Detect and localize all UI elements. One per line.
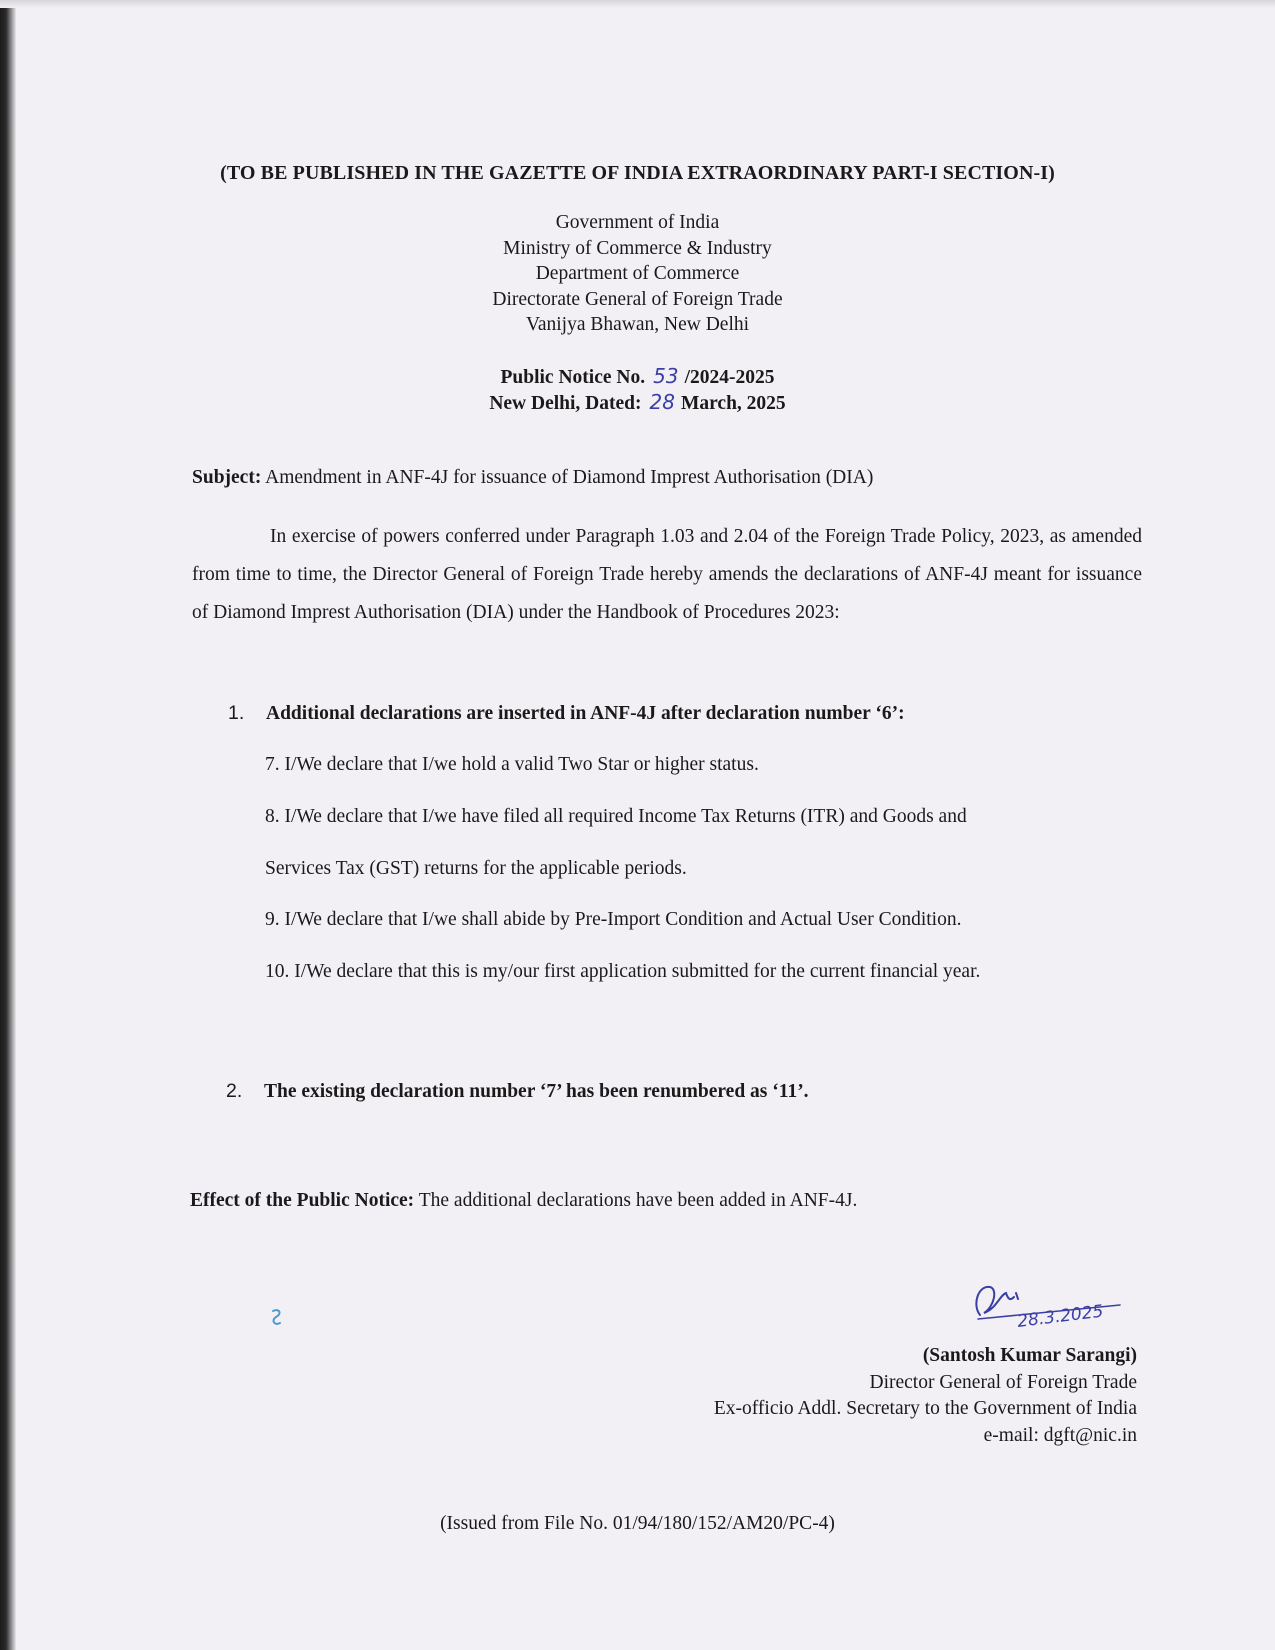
signature-date: 28.3.2025: [1016, 1301, 1105, 1332]
public-notice-number: [0, 364, 1275, 389]
declaration-7: 7. I/We declare that I/we hold a valid Two Star or higher status.: [265, 754, 759, 775]
notice-date-handwritten: 28: [649, 390, 675, 414]
list-item-2: [226, 1080, 809, 1103]
subject-label: Subject:: [192, 467, 262, 488]
notice-number-suffix: /2024-2025: [684, 367, 775, 388]
declaration-9: 9. I/We declare that I/we shall abide by Pre-Import Condition and Actual User Condition.: [265, 909, 962, 930]
declaration-8-continued: Services Tax (GST) returns for the applicable periods.: [265, 858, 687, 879]
file-reference: (Issued from File No. 01/94/180/152/AM20/PC-4): [440, 1513, 835, 1534]
notice-date-suffix: March, 2025: [680, 393, 786, 414]
notice-date-prefix: New Delhi, Dated:: [489, 393, 642, 414]
body-paragraph-text: In exercise of powers conferred under Paragraph 1.03 and 2.04 of the Foreign Trade Policy, 2023, as amended from time to time, the Director General of Foreign Trade hereby amends the declarations of ANF-4J meant for issuance of Diamond Imprest Authorisation (DIA) under the Handbook of Procedures 2023:: [192, 526, 1142, 623]
list-item-heading: The existing declaration number ‘7’ has been renumbered as ‘11’.: [264, 1081, 809, 1102]
list-item-number: 2.: [226, 1080, 243, 1102]
gov-line: Government of India: [555, 212, 720, 233]
subject-text: Amendment in ANF-4J for issuance of Diamond Imprest Authorisation (DIA): [265, 467, 874, 488]
signatory-name: (Santosh Kumar Sarangi): [922, 1345, 1137, 1366]
notice-date: [0, 390, 1275, 415]
effect-label: Effect of the Public Notice:: [190, 1190, 415, 1211]
notice-number-prefix: Public Notice No.: [500, 367, 646, 388]
body-paragraph: [192, 518, 1142, 632]
effect-of-notice: [190, 1190, 857, 1212]
scan-edge-top: [0, 0, 1275, 8]
gov-line: Ministry of Commerce & Industry: [503, 237, 772, 259]
ink-mark: [268, 1307, 288, 1329]
issuing-authority-block: [0, 210, 1275, 338]
handwritten-signature: [970, 1275, 1150, 1335]
signatory-title: Director General of Foreign Trade: [869, 1371, 1137, 1393]
declaration-8: 8. I/We declare that I/we have filed all required Income Tax Returns (ITR) and Goods and: [265, 806, 967, 827]
list-item-number: 1.: [228, 702, 245, 724]
list-item-1: [228, 702, 905, 725]
gov-line: Directorate General of Foreign Trade: [492, 288, 783, 310]
list-item-heading: Additional declarations are inserted in ANF-4J after declaration number ‘6’:: [266, 703, 905, 724]
gazette-heading: (TO BE PUBLISHED IN THE GAZETTE OF INDIA EXTRAORDINARY PART-I SECTION-I): [220, 162, 1055, 184]
gov-line: Department of Commerce: [535, 263, 740, 284]
signatory-email: e-mail: dgft@nic.in: [983, 1424, 1137, 1446]
notice-number-handwritten: 53: [653, 364, 679, 388]
declaration-10: 10. I/We declare that this is my/our first application submitted for the current financial year.: [265, 961, 981, 982]
signatory-block: [714, 1343, 1137, 1449]
effect-text: The additional declarations have been added in ANF-4J.: [418, 1190, 858, 1211]
gov-line: Vanijya Bhawan, New Delhi: [525, 314, 750, 335]
subject-line: [192, 467, 873, 489]
signatory-designation: Ex-officio Addl. Secretary to the Government of India: [713, 1398, 1137, 1419]
